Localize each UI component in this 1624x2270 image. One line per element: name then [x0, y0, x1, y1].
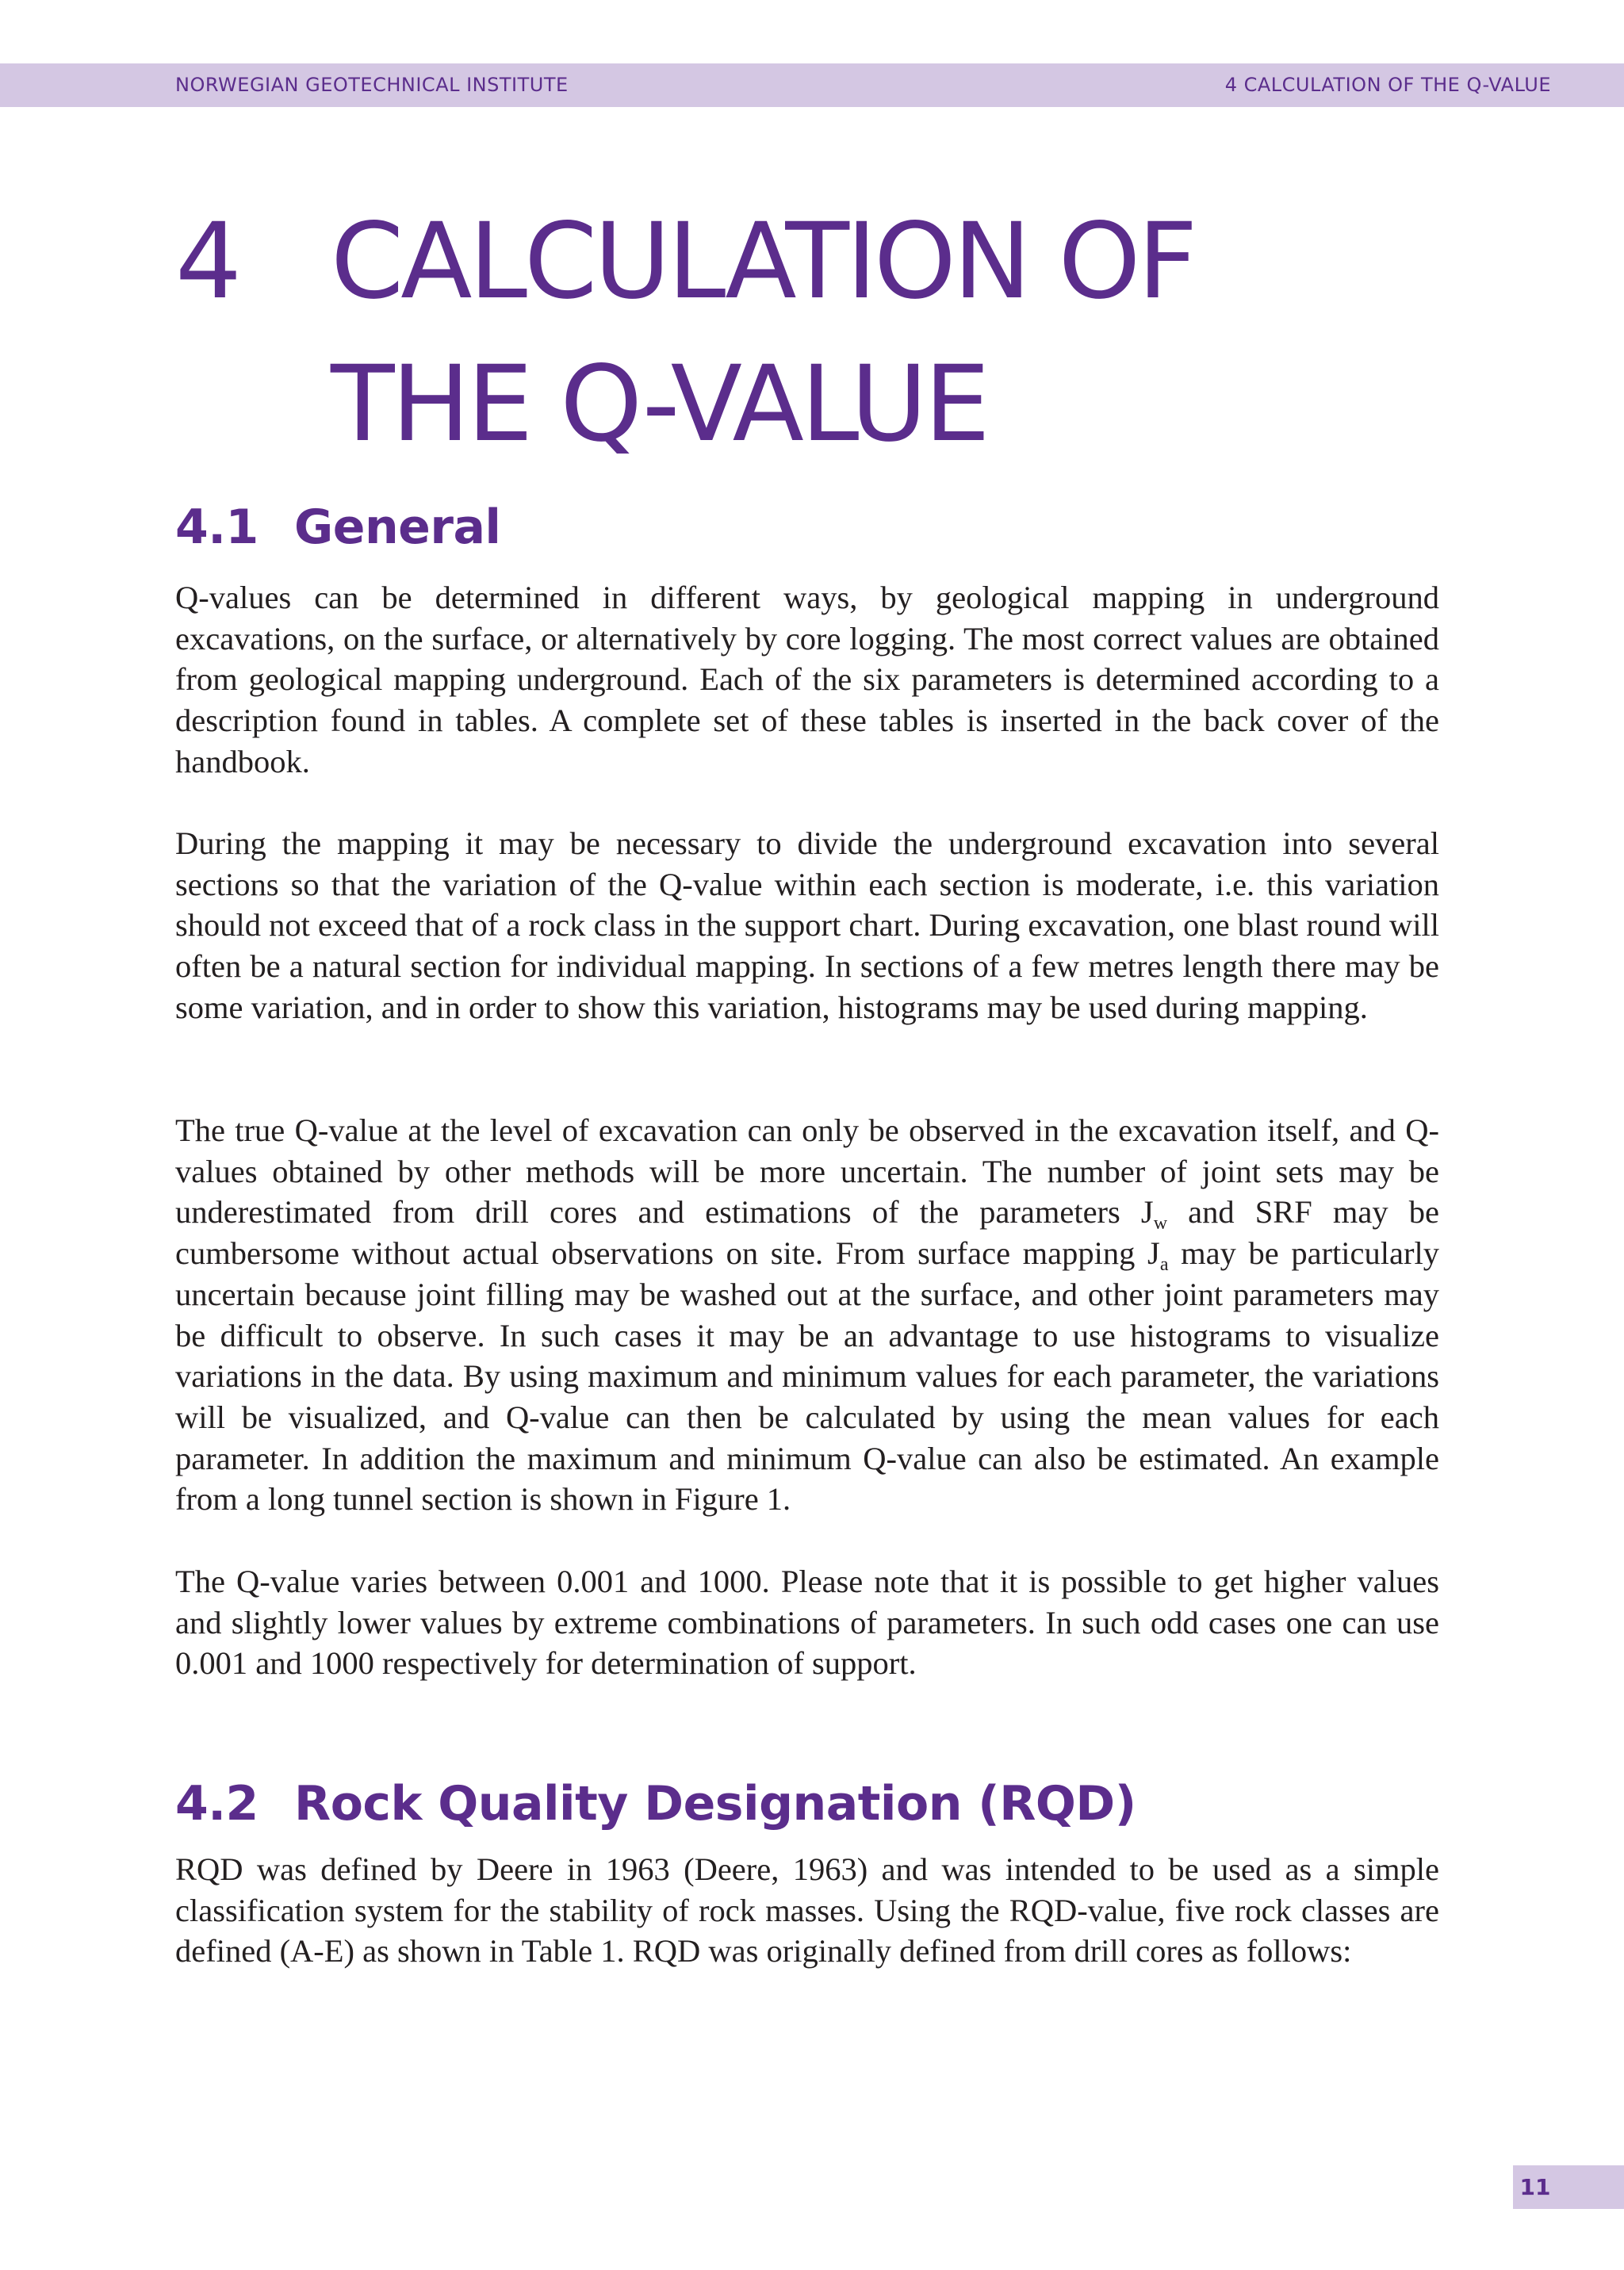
- section-title: Rock Quality Designation (RQD): [294, 1776, 1136, 1832]
- chapter-title: CALCULATION OF THE Q-VALUE: [331, 201, 1195, 465]
- page-number-tab: [1513, 2165, 1624, 2209]
- subscript: a: [1159, 1254, 1169, 1276]
- text-run: The true Q-value at the level of excavation can only be observed in the excavation itself, and Q-values obtained by other methods will be more uncertain. The number of joint sets may be underestimated from drill cores and estimations of the parameters J: [175, 1112, 1439, 1231]
- section-heading-rqd: [175, 1776, 1136, 1832]
- subscript: w: [1153, 1213, 1168, 1235]
- section-number: 4.2: [175, 1776, 259, 1832]
- page-number: 11: [1519, 2174, 1551, 2200]
- header-chapter: 4 CALCULATION OF THE Q-VALUE: [1224, 74, 1551, 96]
- section-title: General: [294, 500, 501, 555]
- section-number: 4.1: [175, 500, 259, 555]
- section-heading-general: [175, 500, 501, 555]
- running-header: [0, 63, 1624, 107]
- paragraph: [175, 1110, 1439, 1520]
- chapter-number: 4: [175, 201, 239, 323]
- paragraph: The Q-value varies between 0.001 and 1000. Please note that it is possible to get higher values and slightly lower values by extreme combinations of parameters. In such odd cases one can use 0.001 and 1000 respectively for determination of support.: [175, 1564, 1439, 1682]
- paragraph: RQD was defined by Deere in 1963 (Deere, 1963) and was intended to be used as a simple classification system for the stability of rock masses. Using the RQD-value, five rock classes are defined (A-E) as shown in Table 1. RQD was originally defined from drill cores as follows:: [175, 1851, 1439, 1970]
- paragraph: Q-values can be determined in different ways, by geological mapping in underground excavations, on the surface, or alternatively by core logging. The most correct values are obtained from geological mapping underground. Each of the six parameters is determined according to a description found in tables. A complete set of these tables is inserted in the back cover of the handbook.: [175, 580, 1439, 779]
- paragraph: During the mapping it may be necessary to divide the underground excavation into several sections so that the variation of the Q-value within each section is moderate, i.e. this variation should not exceed that of a rock class in the support chart. During excavation, one blast round will often be a natural section for individual mapping. In sections of a few metres length there may be some variation, and in order to show this variation, histograms may be used during mapping.: [175, 825, 1439, 1025]
- text-run: may be particularly uncertain because joint filling may be washed out at the surface, and other joint parameters may be difficult to observe. In such cases it may be an advantage to use histograms to visualize variations in the data. By using maximum and minimum values for each parameter, the variations will be visualized, and Q-value can then be calculated by using the mean values for each parameter. In addition the maximum and minimum Q-value can also be estimated. An example from a long tunnel section is shown in Figure 1.: [175, 1235, 1439, 1518]
- text-run: and SRF may be cumbersome without actual observations on site. From surface mapping J: [175, 1194, 1439, 1272]
- header-publisher: NORWEGIAN GEOTECHNICAL INSTITUTE: [175, 74, 569, 96]
